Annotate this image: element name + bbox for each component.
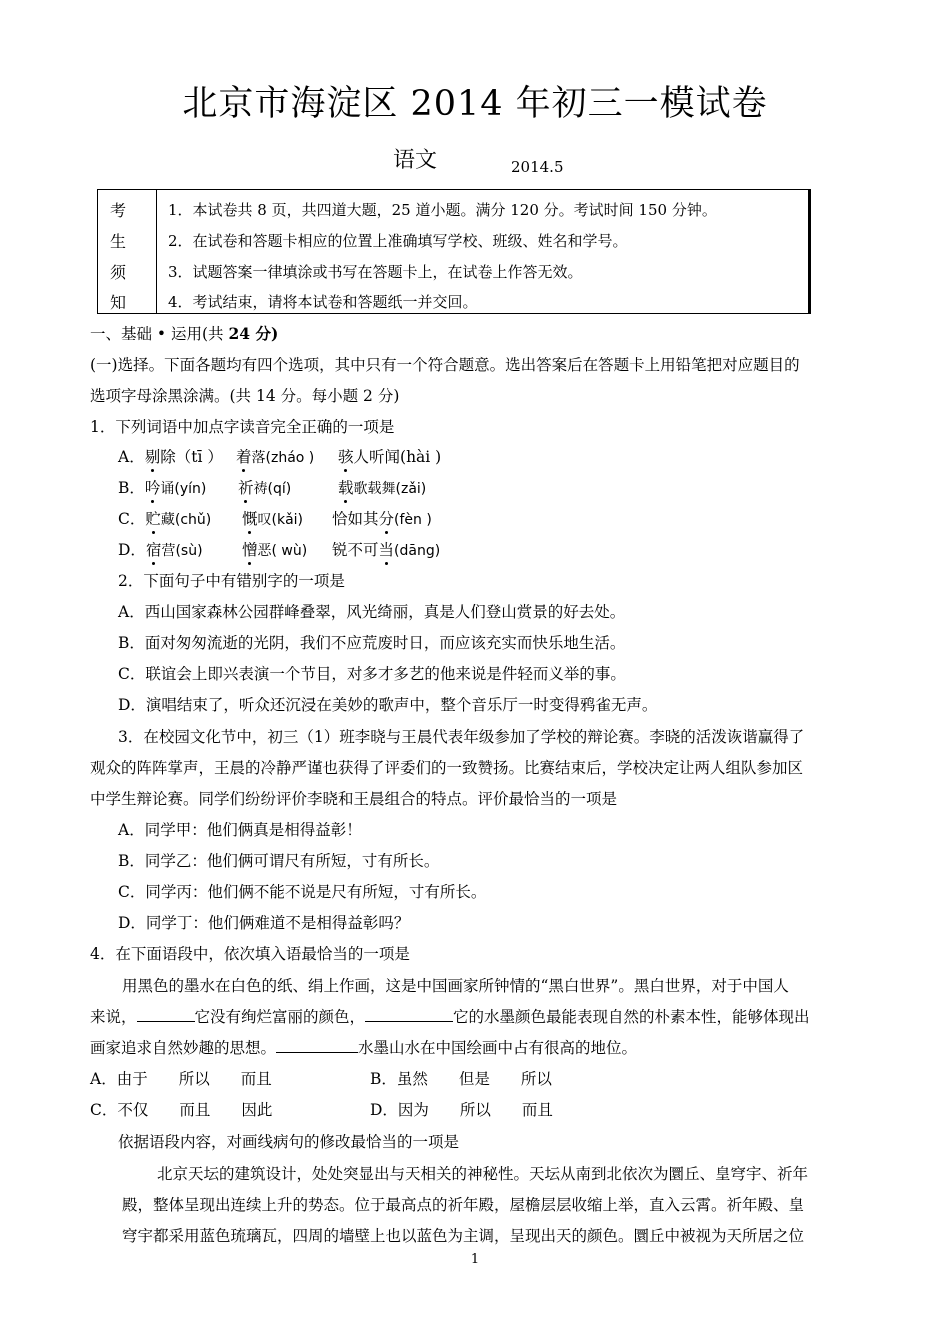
subject-label: 语文: [393, 148, 438, 173]
notice-label-char: 考: [110, 201, 127, 220]
question-stem: 观众的阵阵掌声，王晨的冷静严谨也获得了评委们的一致赞扬。比赛结束后，学校决定让两人组队参加区: [90, 759, 804, 777]
q3-option: A．同学甲：他们俩真是相得益彰！: [118, 821, 362, 839]
section-heading: 一、基础 • 运用(共 24 分): [90, 324, 279, 343]
fill-blank: [276, 1038, 358, 1053]
q4-option: A．由于 所以 而且: [90, 1070, 272, 1088]
notice-divider: [156, 190, 157, 313]
exam-date: 2014.5: [511, 158, 564, 176]
q4-option: C．不仅 而且 因此: [90, 1101, 273, 1119]
page-number: 1: [470, 1252, 480, 1267]
passage-line: 北京天坛的建筑设计，处处突显出与天相关的神秘性。天坛从南到北依次为圜丘、皇穹宇、祈年: [157, 1165, 809, 1183]
question-stem: 2．下面句子中有错别字的一项是: [118, 572, 345, 590]
notice-item: 4．考试结束，请将本试卷和答题纸一并交回。: [168, 293, 478, 311]
question-stem: 4．在下面语段中，依次填入语最恰当的一项是: [90, 945, 410, 963]
notice-item: 3．试题答案一律填涂或书写在答题卡上，在试卷上作答无效。: [168, 263, 583, 281]
exam-notice-box: [97, 189, 811, 314]
passage-line: 来说， 它没有绚烂富丽的颜色， 它的水墨颜色最能表现自然的朴素本性，能够体现出: [90, 1008, 810, 1026]
notice-label-char: 须: [110, 263, 127, 282]
notice-label-char: 知: [110, 293, 127, 312]
fill-blank: [365, 1007, 453, 1022]
q4-option: D．因为 所以 而且: [370, 1101, 553, 1119]
q4-option: B．虽然 但是 所以: [370, 1070, 552, 1088]
q3-option: B．同学乙：他们俩可谓尺有所短，寸有所长。: [118, 852, 440, 870]
q1-option-b: B．吟诵(yín) 祈祷(qí) 载歌载舞(zǎi): [118, 479, 427, 497]
notice-item: 1．本试卷共 8 页，共四道大题，25 道小题。满分 120 分。考试时间 150 分钟。: [168, 201, 717, 219]
passage-line: 殿，整体呈现出连续上升的势态。位于最高点的祈年殿，屋檐层层收缩上举，直入云霄。祈年殿、皇: [122, 1196, 805, 1214]
passage-line: 用黑色的墨水在白色的纸、绢上作画，这是中国画家所钟情的“黑白世界”。黑白世界，对于中国人: [122, 977, 789, 995]
question-stem: 1．下列词语中加点字读音完全正确的一项是: [90, 418, 395, 436]
q2-option: D．演唱结束了，听众还沉浸在美妙的歌声中，整个音乐厅一时变得鸦雀无声。: [118, 696, 658, 714]
question-stem: 3．在校园文化节中，初三（1）班李晓与王晨代表年级参加了学校的辩论赛。李晓的活泼诙谐赢得了: [118, 728, 805, 746]
notice-item: 2．在试卷和答题卡相应的位置上准确填写学校、班级、姓名和学号。: [168, 232, 628, 250]
section-instruction: (一)选择。下面各题均有四个选项，其中只有一个符合题意。选出答案后在答题卡上用铅笔把对应题目的: [90, 356, 800, 374]
q1-option-d: D．宿营(sù) 憎恶( wù) 锐不可当(dāng): [118, 541, 441, 559]
q3-option: D．同学丁：他们俩难道不是相得益彰吗？: [118, 914, 410, 932]
question-stem: 依据语段内容，对画线病句的修改最恰当的一项是: [118, 1133, 460, 1151]
section-instruction: 选项字母涂黑涂满。(共 14 分。每小题 2 分): [90, 387, 400, 405]
fill-blank: [137, 1007, 195, 1022]
question-stem: 中学生辩论赛。同学们纷纷评价李晓和王晨组合的特点。评价最恰当的一项是: [90, 790, 618, 808]
q3-option: C．同学丙：他们俩不能不说是尺有所短，寸有所长。: [118, 883, 487, 901]
q2-option: A．西山国家森林公园群峰叠翠，风光绮丽，真是人们登山赏景的好去处。: [118, 603, 626, 621]
passage-line: 画家追求自然妙趣的思想。 水墨山水在中国绘画中占有很高的地位。: [90, 1039, 638, 1057]
q2-option: B．面对匆匆流逝的光阴，我们不应荒废时日，而应该充实而快乐地生活。: [118, 634, 626, 652]
q1-option-a: A．剔除（tī ） 着落(zháo ) 骇人听闻(hài ): [118, 448, 442, 466]
q2-option: C．联谊会上即兴表演一个节目，对多才多艺的他来说是件轻而义举的事。: [118, 665, 626, 683]
document-title: 北京市海淀区 2014 年初三一模试卷: [182, 84, 768, 124]
passage-line: 穹宇都采用蓝色琉璃瓦，四周的墙壁上也以蓝色为主调，呈现出天的颜色。圜丘中被视为天所居之位: [122, 1227, 805, 1245]
notice-label-char: 生: [110, 232, 127, 251]
q1-option-c: C．贮藏(chǔ) 慨叹(kǎi) 恰如其分(fèn ): [118, 510, 432, 528]
